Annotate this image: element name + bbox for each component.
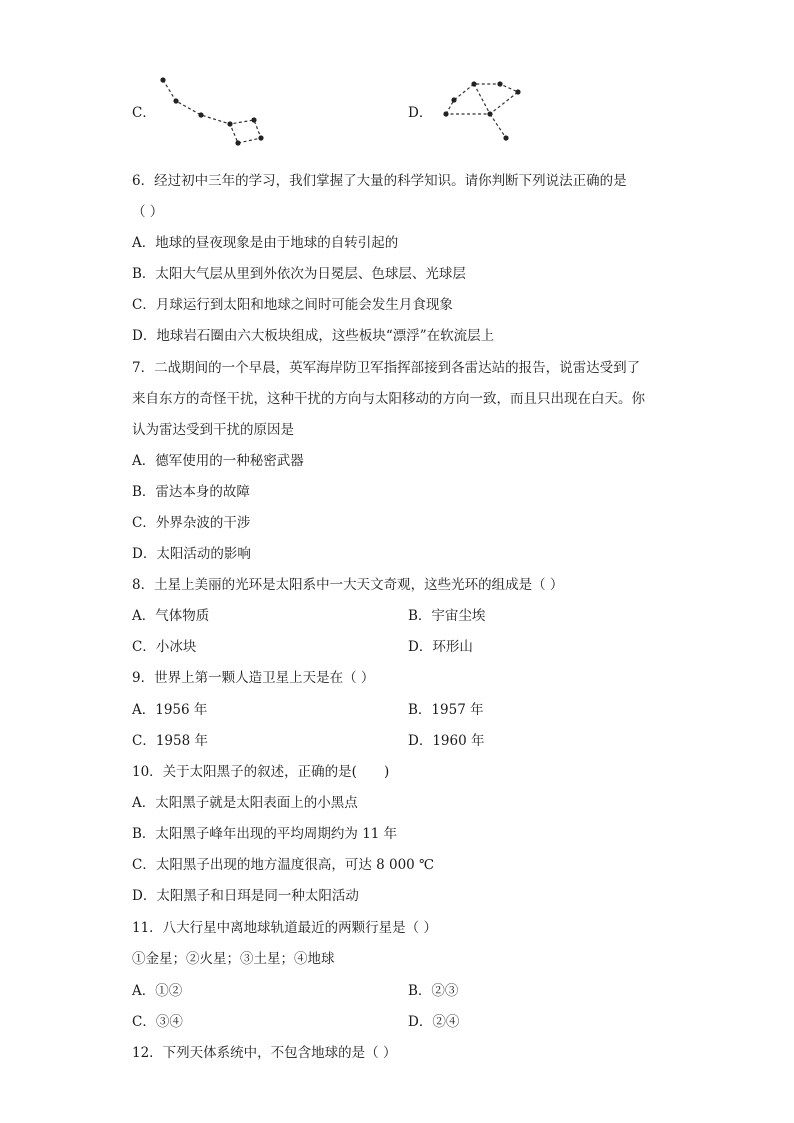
question-6-option-c: C．月球运行到太阳和地球之间时可能会发生月食现象 bbox=[132, 297, 453, 313]
question-7-stem-line-2: 来自东方的奇怪干扰，这种干扰的方向与太阳移动的方向一致，而且只出现在白天。你 bbox=[132, 391, 645, 407]
question-10-option-b: B．太阳黑子峰年出现的平均周期约为 11 年 bbox=[132, 826, 398, 842]
option-d-constellation-diagram bbox=[436, 76, 526, 144]
option-d-figure-label: D． bbox=[408, 105, 433, 121]
question-8-option-c: C．小冰块 bbox=[132, 639, 197, 655]
question-10-option-a: A．太阳黑子就是太阳表面上的小黑点 bbox=[132, 795, 358, 811]
question-7-stem-line-1: 7．二战期间的一个早晨，英军海岸防卫军指挥部接到各雷达站的报告，说雷达受到了 bbox=[132, 360, 641, 376]
question-8-option-b: B．宇宙尘埃 bbox=[408, 608, 486, 624]
question-10-stem: 10．关于太阳黑子的叙述，正确的是( ) bbox=[132, 764, 390, 780]
question-8-stem: 8．土星上美丽的光环是太阳系中一大天文奇观，这些光环的组成是（ ） bbox=[132, 577, 564, 593]
question-12-stem: 12．下列天体系统中，不包含地球的是（ ） bbox=[132, 1045, 397, 1061]
question-6-option-d: D．地球岩石圈由六大板块组成，这些板块“漂浮”在软流层上 bbox=[132, 328, 495, 344]
question-8-option-d: D．环形山 bbox=[408, 639, 473, 655]
option-c-figure-label: C． bbox=[132, 105, 156, 121]
question-6-stem: 6．经过初中三年的学习，我们掌握了大量的科学知识。请你判断下列说法正确的是 bbox=[132, 173, 627, 189]
question-8-option-a: A．气体物质 bbox=[132, 608, 210, 624]
question-7-stem-line-3: 认为雷达受到干扰的原因是 bbox=[132, 422, 294, 438]
question-11-option-b: B．②③ bbox=[408, 983, 459, 999]
question-6-paren: （ ） bbox=[132, 204, 164, 220]
question-10-option-d: D．太阳黑子和日珥是同一种太阳活动 bbox=[132, 888, 359, 904]
question-7-option-a: A．德军使用的一种秘密武器 bbox=[132, 453, 304, 469]
question-7-option-b: B．雷达本身的故障 bbox=[132, 484, 250, 500]
question-9-option-a: A．1956 年 bbox=[132, 702, 208, 718]
question-11-stem: 11．八大行星中离地球轨道最近的两颗行星是（ ） bbox=[132, 920, 437, 936]
question-11-option-a: A．①② bbox=[132, 983, 183, 999]
question-6-option-a: A．地球的昼夜现象是由于地球的自转引起的 bbox=[132, 235, 399, 251]
question-6-option-b: B．太阳大气层从里到外依次为日冕层、色球层、光球层 bbox=[132, 266, 466, 282]
question-11-items: ①金星；②火星；③土星；④地球 bbox=[132, 951, 335, 967]
question-10-option-c: C．太阳黑子出现的地方温度很高，可达 8 000 ℃ bbox=[132, 857, 435, 873]
question-9-option-d: D．1960 年 bbox=[408, 733, 485, 749]
question-9-option-b: B．1957 年 bbox=[408, 702, 484, 718]
question-11-option-d: D．②④ bbox=[408, 1014, 460, 1030]
question-9-option-c: C．1958 年 bbox=[132, 733, 208, 749]
question-7-option-c: C．外界杂波的干涉 bbox=[132, 515, 251, 531]
option-c-constellation-diagram bbox=[150, 72, 270, 152]
question-11-option-c: C．③④ bbox=[132, 1014, 183, 1030]
question-7-option-d: D．太阳活动的影响 bbox=[132, 546, 251, 562]
question-9-stem: 9．世界上第一颗人造卫星上天是在（ ） bbox=[132, 670, 375, 686]
